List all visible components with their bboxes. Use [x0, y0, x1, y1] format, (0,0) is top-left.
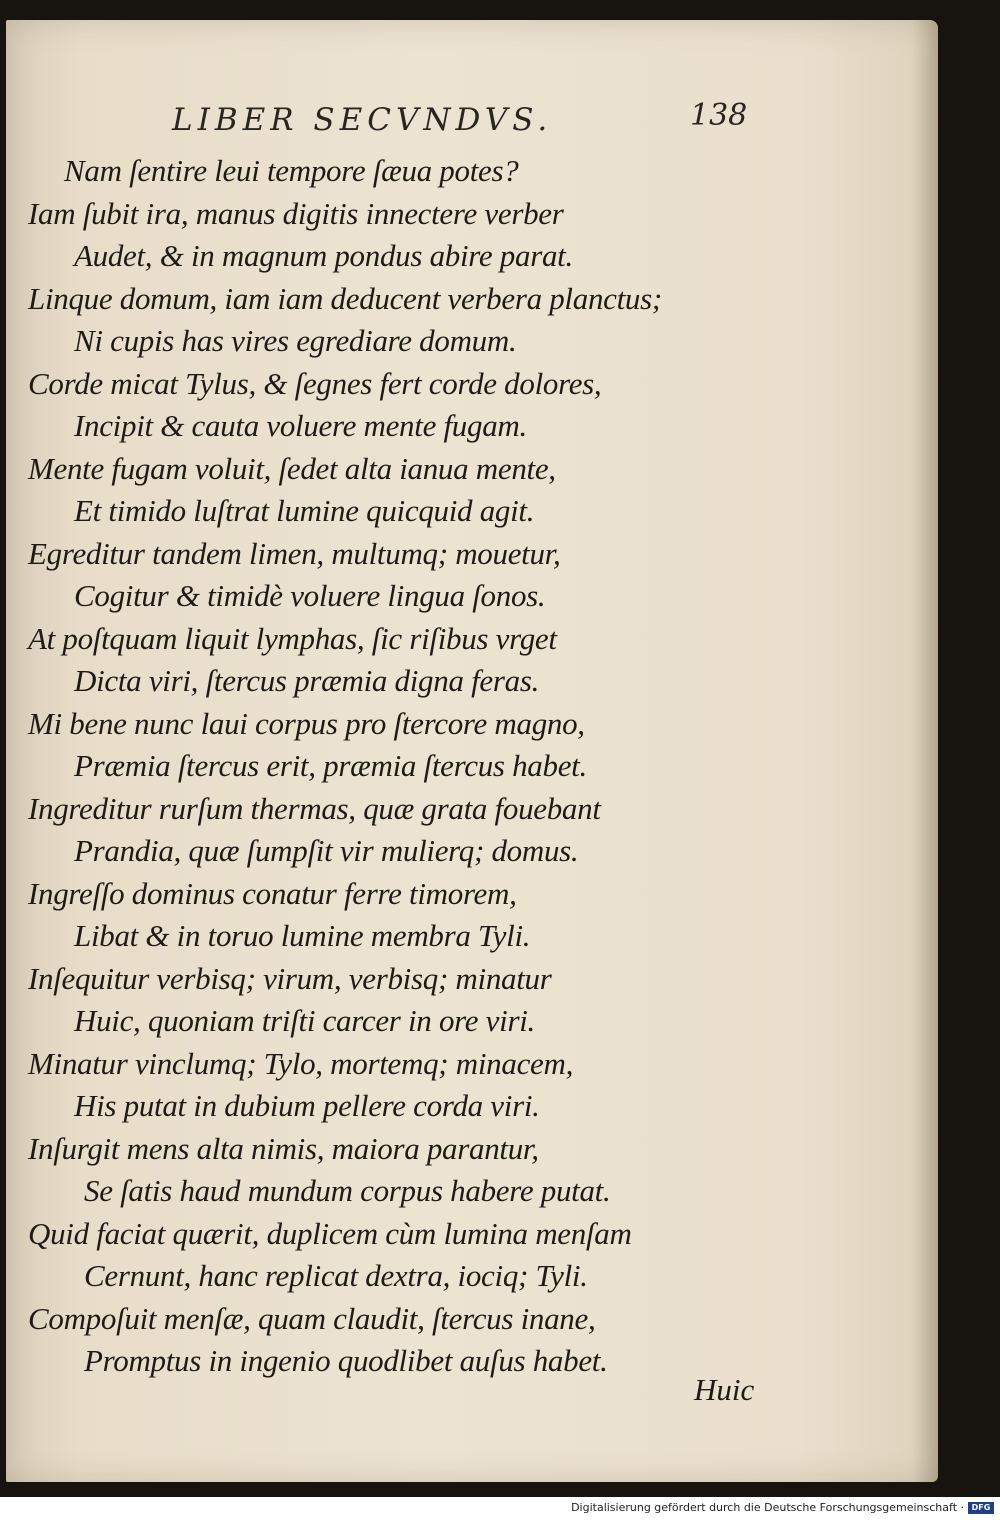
verse-line: Inſurgit mens alta nimis, maiora parantur, — [28, 1130, 539, 1166]
verse-list — [28, 150, 908, 1383]
verse-line: Mente fugam voluit, ſedet alta ianua mente, — [28, 450, 556, 486]
verse-line: Promptus in ingenio quodlibet auſus habet. — [84, 1343, 608, 1378]
running-head: LIBER SECVNDVS. — [172, 102, 553, 138]
footer-bar — [0, 1497, 1000, 1520]
verse-line: Cogitur & timidè voluere lingua ſonos. — [74, 578, 546, 613]
verse-line: Se ſatis haud mundum corpus habere putat. — [84, 1173, 611, 1208]
verse-line: Corde micat Tylus, & ſegnes fert corde dolores, — [28, 365, 602, 401]
catchword: Huic — [694, 1372, 755, 1407]
verse-line: Compoſuit menſæ, quam claudit, ſtercus inane, — [28, 1300, 596, 1336]
verse-line: Egreditur tandem limen, multumq; mouetur, — [28, 535, 561, 571]
verse-line: His putat in dubium pellere corda viri. — [74, 1088, 540, 1123]
verse-line: Cernunt, hanc replicat dextra, iociq; Tyli. — [84, 1258, 588, 1293]
verse-line: Dicta viri, ſtercus præmia digna feras. — [74, 663, 540, 698]
verse-line: Nam ſentire leui tempore ſæua potes? — [64, 153, 519, 188]
verse-line: Ingreſſo dominus conatur ferre timorem, — [28, 875, 517, 911]
verse-line: Et timido luſtrat lumine quicquid agit. — [74, 493, 535, 528]
page-number: 138 — [690, 98, 748, 133]
verse-line: Incipit & cauta voluere mente fugam. — [74, 408, 527, 443]
verse-line: Huic, quoniam triſti carcer in ore viri. — [74, 1003, 535, 1038]
verse-line: Iam ſubit ira, manus digitis innectere verber — [28, 195, 564, 231]
verse-line: Præmia ſtercus erit, præmia ſtercus habet. — [74, 748, 587, 783]
page-edge-shadow — [912, 20, 938, 1482]
verse-line: Prandia, quæ ſumpſit vir mulierq; domus. — [74, 833, 579, 868]
verse-line: Inſequitur verbisq; virum, verbisq; minatur — [28, 960, 552, 996]
verse-line: Linque domum, iam iam deducent verbera planctus; — [28, 280, 662, 316]
verse-line: Ingreditur rurſum thermas, quæ grata fouebant — [28, 790, 601, 826]
funding-credit: Digitalisierung gefördert durch die Deutsche Forschungsgemeinschaft · — [571, 1501, 964, 1514]
verse-line: At poſtquam liquit lymphas, ſic riſibus vrget — [28, 620, 557, 656]
verse-line: Quid faciat quærit, duplicem cùm lumina menſam — [28, 1215, 632, 1251]
verse-line: Mi bene nunc laui corpus pro ſtercore magno, — [28, 705, 585, 741]
verse-line: Libat & in toruo lumine membra Tyli. — [74, 918, 531, 953]
verse-line: Audet, & in magnum pondus abire parat. — [74, 238, 573, 273]
dfg-logo-icon: DFG — [968, 1502, 994, 1514]
verse-line: Ni cupis has vires egrediare domum. — [74, 323, 517, 358]
verse-line: Minatur vinclumq; Tylo, mortemq; minacem, — [28, 1045, 574, 1081]
